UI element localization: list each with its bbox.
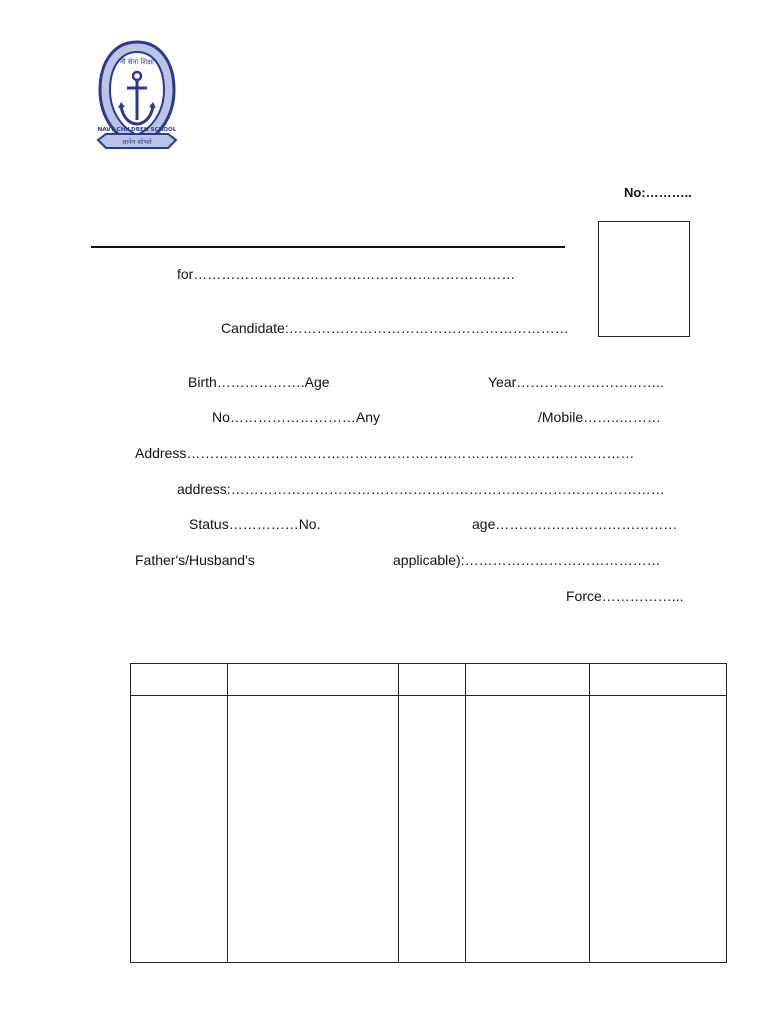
- table-header-cell: [228, 664, 399, 696]
- field-applied-for: for……………………………………………………………: [177, 266, 516, 282]
- table-cell[interactable]: [399, 696, 466, 963]
- table-cell[interactable]: [590, 696, 727, 963]
- field-age: age…………………………………: [472, 516, 678, 532]
- field-address: Address……………………………………………………………………………………: [135, 445, 635, 461]
- logo-text-top: नौ सेना शिक्षा: [120, 58, 154, 66]
- field-email-address: address:…………………………………………………………………………………: [177, 481, 665, 497]
- field-date-of-birth-age: Birth……………….Age: [188, 374, 330, 390]
- school-crest-logo: [94, 40, 180, 162]
- table-cell[interactable]: [131, 696, 228, 963]
- field-force: Force……………...: [566, 588, 684, 604]
- table-header-cell: [590, 664, 727, 696]
- table-cell[interactable]: [228, 696, 399, 963]
- details-table: [130, 663, 726, 963]
- table-cell[interactable]: [466, 696, 590, 963]
- field-applicable: applicable):……………………………………: [393, 552, 661, 568]
- photo-box: [598, 221, 690, 337]
- table-header-cell: [399, 664, 466, 696]
- table-header-cell: [466, 664, 590, 696]
- table-header-row: [131, 664, 727, 696]
- field-year: Year…………………………..: [488, 374, 665, 390]
- field-father-husband: Father's/Husband's: [135, 552, 255, 568]
- logo-text-ring: NAVY CHILDREN SCHOOL: [97, 127, 177, 133]
- logo-text-bottom: ज्ञानेन शोभते: [122, 138, 152, 146]
- field-number-any: No………………………Any: [212, 409, 381, 425]
- table-row: [131, 696, 727, 963]
- field-candidate-name: Candidate:……………………………………………………: [221, 320, 569, 336]
- table-header-cell: [131, 664, 228, 696]
- field-status-number: Status……………No.: [189, 516, 321, 532]
- title-underline: [91, 246, 565, 248]
- form-number: No:………..: [624, 185, 692, 200]
- field-mobile: /Mobile……..………: [538, 409, 661, 425]
